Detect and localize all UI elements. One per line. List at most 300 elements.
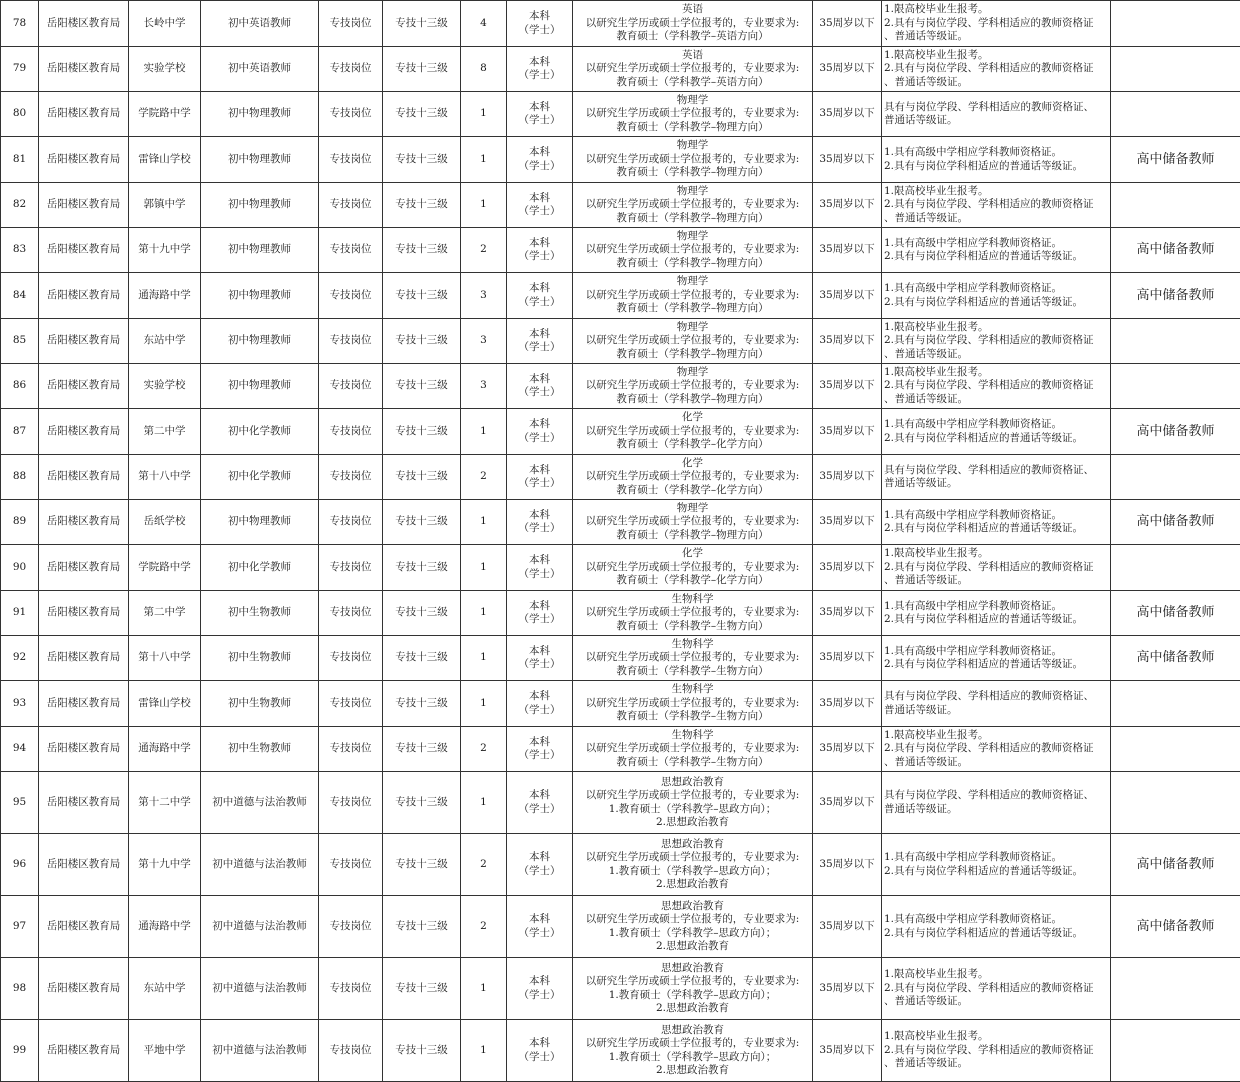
cell-education xyxy=(507,727,573,772)
education-line: 本科 xyxy=(509,328,570,342)
cell-major xyxy=(573,1020,813,1082)
cell-major xyxy=(573,636,813,681)
cell-major xyxy=(573,228,813,273)
major-line: 英语 xyxy=(575,3,810,17)
cell-dept: 岳阳楼区教育局 xyxy=(39,545,129,591)
cell-no: 84 xyxy=(1,273,39,319)
cell-type: 专技岗位 xyxy=(319,500,383,545)
cell-age: 35周岁以下 xyxy=(813,727,882,772)
education-line: 本科 xyxy=(509,146,570,160)
major-line: 以研究生学历或硕士学位报考的，专业要求为: xyxy=(575,515,810,529)
major-line: 思想政治教育 xyxy=(575,962,810,976)
education-line: （学士） xyxy=(509,927,570,941)
education-line: （学士） xyxy=(509,865,570,879)
major-line: 以研究生学历或硕士学位报考的，专业要求为: xyxy=(575,425,810,439)
cell-post: 初中化学教师 xyxy=(201,409,319,455)
cell-note: 高中储备教师 xyxy=(1111,137,1240,183)
table-row xyxy=(1,92,1240,137)
cell-no: 81 xyxy=(1,137,39,183)
cell-no: 89 xyxy=(1,500,39,545)
requirement-line: 1.限高校毕业生报考。 xyxy=(884,49,1108,63)
cell-age: 35周岁以下 xyxy=(813,137,882,183)
requirement-line: 2.具有与岗位学科相适应的普通话等级证。 xyxy=(884,250,1108,264)
cell-requirements xyxy=(882,183,1111,228)
cell-count: 1 xyxy=(461,92,507,137)
cell-post: 初中物理教师 xyxy=(201,364,319,409)
table-row xyxy=(1,500,1240,545)
table-row xyxy=(1,727,1240,772)
major-line: 物理学 xyxy=(575,502,810,516)
cell-note: 高中储备教师 xyxy=(1111,834,1240,896)
major-line: 生物科学 xyxy=(575,683,810,697)
education-line: 本科 xyxy=(509,373,570,387)
cell-count: 4 xyxy=(461,1,507,47)
education-line: 本科 xyxy=(509,237,570,251)
education-line: 本科 xyxy=(509,10,570,24)
cell-requirements xyxy=(882,92,1111,137)
education-line: （学士） xyxy=(509,704,570,718)
education-line: 本科 xyxy=(509,554,570,568)
requirement-line: 2.具有与岗位学段、学科相适应的教师资格证 xyxy=(884,982,1108,996)
major-line: 教育硕士（学科教学–化学方向） xyxy=(575,484,810,498)
requirement-line: 1.限高校毕业生报考。 xyxy=(884,366,1108,380)
table-row xyxy=(1,409,1240,455)
cell-note: 高中储备教师 xyxy=(1111,409,1240,455)
education-line: 本科 xyxy=(509,56,570,70)
education-line: （学士） xyxy=(509,24,570,38)
table-row xyxy=(1,1020,1240,1082)
education-line: （学士） xyxy=(509,296,570,310)
cell-dept: 岳阳楼区教育局 xyxy=(39,500,129,545)
cell-school: 第十九中学 xyxy=(129,834,201,896)
education-line: （学士） xyxy=(509,250,570,264)
major-line: 物理学 xyxy=(575,185,810,199)
cell-requirements xyxy=(882,545,1111,591)
major-line: 2.思想政治教育 xyxy=(575,940,810,954)
education-line: 本科 xyxy=(509,101,570,115)
cell-school: 学院路中学 xyxy=(129,545,201,591)
cell-requirements xyxy=(882,636,1111,681)
cell-age: 35周岁以下 xyxy=(813,47,882,92)
cell-no: 99 xyxy=(1,1020,39,1082)
cell-school: 东站中学 xyxy=(129,319,201,364)
cell-education xyxy=(507,319,573,364)
education-line: （学士） xyxy=(509,160,570,174)
cell-school: 长岭中学 xyxy=(129,1,201,47)
cell-education xyxy=(507,591,573,636)
cell-school: 第二中学 xyxy=(129,591,201,636)
cell-major xyxy=(573,727,813,772)
requirement-line: 1.限高校毕业生报考。 xyxy=(884,1030,1108,1044)
cell-dept: 岳阳楼区教育局 xyxy=(39,727,129,772)
education-line: （学士） xyxy=(509,341,570,355)
cell-school: 第十八中学 xyxy=(129,455,201,500)
major-line: 以研究生学历或硕士学位报考的，专业要求为: xyxy=(575,606,810,620)
major-line: 2.思想政治教育 xyxy=(575,1002,810,1016)
cell-major xyxy=(573,681,813,727)
requirement-line: 1.具有高级中学相应学科教师资格证。 xyxy=(884,913,1108,927)
requirement-line: 2.具有与岗位学段、学科相适应的教师资格证 xyxy=(884,334,1108,348)
requirement-line: 1.具有高级中学相应学科教师资格证。 xyxy=(884,282,1108,296)
cell-post: 初中生物教师 xyxy=(201,591,319,636)
cell-post: 初中物理教师 xyxy=(201,273,319,319)
cell-no: 97 xyxy=(1,896,39,958)
requirement-line: 具有与岗位学段、学科相适应的教师资格证、 xyxy=(884,101,1108,115)
cell-school: 雷锋山学校 xyxy=(129,137,201,183)
cell-count: 2 xyxy=(461,455,507,500)
education-line: 本科 xyxy=(509,736,570,750)
education-line: 本科 xyxy=(509,690,570,704)
major-line: 以研究生学历或硕士学位报考的，专业要求为: xyxy=(575,789,810,803)
cell-no: 86 xyxy=(1,364,39,409)
major-line: 化学 xyxy=(575,411,810,425)
cell-count: 2 xyxy=(461,834,507,896)
cell-education xyxy=(507,545,573,591)
cell-age: 35周岁以下 xyxy=(813,409,882,455)
cell-post: 初中道德与法治教师 xyxy=(201,772,319,834)
cell-dept: 岳阳楼区教育局 xyxy=(39,47,129,92)
requirement-line: 、普通话等级证。 xyxy=(884,393,1108,407)
cell-education xyxy=(507,137,573,183)
cell-age: 35周岁以下 xyxy=(813,319,882,364)
education-line: 本科 xyxy=(509,789,570,803)
requirement-line: 2.具有与岗位学科相适应的普通话等级证。 xyxy=(884,432,1108,446)
major-line: 2.思想政治教育 xyxy=(575,878,810,892)
requirement-line: 、普通话等级证。 xyxy=(884,995,1108,1009)
cell-grade: 专技十三级 xyxy=(383,681,461,727)
major-line: 以研究生学历或硕士学位报考的，专业要求为: xyxy=(575,561,810,575)
cell-requirements xyxy=(882,1,1111,47)
requirement-line: 、普通话等级证。 xyxy=(884,348,1108,362)
cell-age: 35周岁以下 xyxy=(813,273,882,319)
cell-type: 专技岗位 xyxy=(319,1,383,47)
major-line: 教育硕士（学科教学–物理方向） xyxy=(575,212,810,226)
requirement-line: 2.具有与岗位学科相适应的普通话等级证。 xyxy=(884,522,1108,536)
cell-count: 1 xyxy=(461,772,507,834)
cell-no: 93 xyxy=(1,681,39,727)
cell-age: 35周岁以下 xyxy=(813,772,882,834)
cell-requirements xyxy=(882,727,1111,772)
major-line: 生物科学 xyxy=(575,593,810,607)
major-line: 教育硕士（学科教学–物理方向） xyxy=(575,529,810,543)
major-line: 教育硕士（学科教学–生物方向） xyxy=(575,710,810,724)
cell-note xyxy=(1111,1020,1240,1082)
cell-count: 2 xyxy=(461,727,507,772)
cell-note xyxy=(1111,958,1240,1020)
cell-post: 初中物理教师 xyxy=(201,228,319,273)
cell-age: 35周岁以下 xyxy=(813,545,882,591)
cell-dept: 岳阳楼区教育局 xyxy=(39,364,129,409)
cell-requirements xyxy=(882,896,1111,958)
cell-education xyxy=(507,1020,573,1082)
cell-age: 35周岁以下 xyxy=(813,183,882,228)
cell-requirements xyxy=(882,319,1111,364)
cell-type: 专技岗位 xyxy=(319,47,383,92)
major-line: 教育硕士（学科教学–物理方向） xyxy=(575,393,810,407)
table-row xyxy=(1,183,1240,228)
major-line: 教育硕士（学科教学–生物方向） xyxy=(575,620,810,634)
cell-major xyxy=(573,273,813,319)
cell-school: 岳纸学校 xyxy=(129,500,201,545)
table-row xyxy=(1,591,1240,636)
cell-grade: 专技十三级 xyxy=(383,409,461,455)
requirement-line: 、普通话等级证。 xyxy=(884,76,1108,90)
cell-count: 1 xyxy=(461,1020,507,1082)
table-row xyxy=(1,681,1240,727)
cell-education xyxy=(507,958,573,1020)
education-line: 本科 xyxy=(509,851,570,865)
education-line: （学士） xyxy=(509,386,570,400)
education-line: （学士） xyxy=(509,205,570,219)
requirement-line: 具有与岗位学段、学科相适应的教师资格证、 xyxy=(884,464,1108,478)
education-line: （学士） xyxy=(509,69,570,83)
cell-dept: 岳阳楼区教育局 xyxy=(39,183,129,228)
cell-requirements xyxy=(882,834,1111,896)
cell-grade: 专技十三级 xyxy=(383,1020,461,1082)
cell-major xyxy=(573,591,813,636)
table-row xyxy=(1,319,1240,364)
cell-grade: 专技十三级 xyxy=(383,364,461,409)
cell-requirements xyxy=(882,228,1111,273)
cell-no: 83 xyxy=(1,228,39,273)
cell-major xyxy=(573,1,813,47)
major-line: 物理学 xyxy=(575,275,810,289)
requirement-line: 2.具有与岗位学段、学科相适应的教师资格证 xyxy=(884,742,1108,756)
requirement-line: 1.限高校毕业生报考。 xyxy=(884,968,1108,982)
cell-count: 2 xyxy=(461,896,507,958)
requirement-line: 具有与岗位学段、学科相适应的教师资格证、 xyxy=(884,789,1108,803)
cell-education xyxy=(507,273,573,319)
education-line: （学士） xyxy=(509,613,570,627)
cell-count: 1 xyxy=(461,409,507,455)
education-line: 本科 xyxy=(509,192,570,206)
requirement-line: 2.具有与岗位学科相适应的普通话等级证。 xyxy=(884,865,1108,879)
cell-major xyxy=(573,896,813,958)
cell-education xyxy=(507,228,573,273)
table-row xyxy=(1,834,1240,896)
requirement-line: 、普通话等级证。 xyxy=(884,574,1108,588)
cell-grade: 专技十三级 xyxy=(383,273,461,319)
cell-grade: 专技十三级 xyxy=(383,92,461,137)
cell-education xyxy=(507,364,573,409)
cell-no: 80 xyxy=(1,92,39,137)
major-line: 1.教育硕士（学科教学–思政方向）； xyxy=(575,865,810,879)
requirement-line: 2.具有与岗位学段、学科相适应的教师资格证 xyxy=(884,198,1108,212)
requirement-line: 普通话等级证。 xyxy=(884,704,1108,718)
cell-type: 专技岗位 xyxy=(319,92,383,137)
cell-post: 初中物理教师 xyxy=(201,183,319,228)
cell-grade: 专技十三级 xyxy=(383,834,461,896)
cell-requirements xyxy=(882,409,1111,455)
cell-post: 初中化学教师 xyxy=(201,455,319,500)
cell-type: 专技岗位 xyxy=(319,455,383,500)
cell-note xyxy=(1111,727,1240,772)
cell-count: 3 xyxy=(461,319,507,364)
major-line: 以研究生学历或硕士学位报考的，专业要求为: xyxy=(575,1037,810,1051)
cell-grade: 专技十三级 xyxy=(383,500,461,545)
requirement-line: 1.具有高级中学相应学科教师资格证。 xyxy=(884,600,1108,614)
table-row xyxy=(1,896,1240,958)
requirement-line: 2.具有与岗位学科相适应的普通话等级证。 xyxy=(884,160,1108,174)
cell-grade: 专技十三级 xyxy=(383,545,461,591)
cell-no: 98 xyxy=(1,958,39,1020)
major-line: 以研究生学历或硕士学位报考的，专业要求为: xyxy=(575,243,810,257)
cell-note xyxy=(1111,319,1240,364)
cell-requirements xyxy=(882,500,1111,545)
major-line: 以研究生学历或硕士学位报考的，专业要求为: xyxy=(575,470,810,484)
major-line: 以研究生学历或硕士学位报考的，专业要求为: xyxy=(575,651,810,665)
cell-note: 高中储备教师 xyxy=(1111,273,1240,319)
cell-education xyxy=(507,47,573,92)
cell-dept: 岳阳楼区教育局 xyxy=(39,409,129,455)
cell-grade: 专技十三级 xyxy=(383,47,461,92)
cell-school: 第十八中学 xyxy=(129,636,201,681)
cell-no: 92 xyxy=(1,636,39,681)
cell-major xyxy=(573,545,813,591)
requirement-line: 1.具有高级中学相应学科教师资格证。 xyxy=(884,237,1108,251)
cell-school: 第十九中学 xyxy=(129,228,201,273)
major-line: 生物科学 xyxy=(575,729,810,743)
education-line: 本科 xyxy=(509,418,570,432)
requirement-line: 1.具有高级中学相应学科教师资格证。 xyxy=(884,645,1108,659)
cell-post: 初中物理教师 xyxy=(201,92,319,137)
cell-education xyxy=(507,92,573,137)
cell-count: 1 xyxy=(461,545,507,591)
major-line: 教育硕士（学科教学–生物方向） xyxy=(575,665,810,679)
cell-education xyxy=(507,409,573,455)
requirement-line: 1.限高校毕业生报考。 xyxy=(884,729,1108,743)
cell-major xyxy=(573,183,813,228)
cell-major xyxy=(573,455,813,500)
cell-note xyxy=(1111,1,1240,47)
cell-dept: 岳阳楼区教育局 xyxy=(39,228,129,273)
cell-dept: 岳阳楼区教育局 xyxy=(39,636,129,681)
major-line: 思想政治教育 xyxy=(575,838,810,852)
cell-count: 3 xyxy=(461,364,507,409)
cell-school: 通海路中学 xyxy=(129,896,201,958)
education-line: （学士） xyxy=(509,568,570,582)
requirement-line: 2.具有与岗位学段、学科相适应的教师资格证 xyxy=(884,1044,1108,1058)
cell-note xyxy=(1111,364,1240,409)
cell-requirements xyxy=(882,681,1111,727)
education-line: 本科 xyxy=(509,282,570,296)
cell-age: 35周岁以下 xyxy=(813,958,882,1020)
major-line: 物理学 xyxy=(575,139,810,153)
major-line: 以研究生学历或硕士学位报考的，专业要求为: xyxy=(575,379,810,393)
education-line: 本科 xyxy=(509,1037,570,1051)
cell-type: 专技岗位 xyxy=(319,727,383,772)
cell-dept: 岳阳楼区教育局 xyxy=(39,1020,129,1082)
table-row xyxy=(1,636,1240,681)
major-line: 教育硕士（学科教学–生物方向） xyxy=(575,756,810,770)
education-line: （学士） xyxy=(509,989,570,1003)
major-line: 1.教育硕士（学科教学–思政方向）； xyxy=(575,989,810,1003)
cell-school: 雷锋山学校 xyxy=(129,681,201,727)
table-row xyxy=(1,958,1240,1020)
requirement-line: 普通话等级证。 xyxy=(884,114,1108,128)
requirement-line: 2.具有与岗位学段、学科相适应的教师资格证 xyxy=(884,62,1108,76)
cell-age: 35周岁以下 xyxy=(813,1,882,47)
cell-dept: 岳阳楼区教育局 xyxy=(39,92,129,137)
cell-age: 35周岁以下 xyxy=(813,500,882,545)
cell-age: 35周岁以下 xyxy=(813,896,882,958)
table-row xyxy=(1,47,1240,92)
cell-age: 35周岁以下 xyxy=(813,228,882,273)
education-line: （学士） xyxy=(509,658,570,672)
cell-school: 实验学校 xyxy=(129,364,201,409)
cell-note: 高中储备教师 xyxy=(1111,228,1240,273)
cell-dept: 岳阳楼区教育局 xyxy=(39,273,129,319)
cell-dept: 岳阳楼区教育局 xyxy=(39,834,129,896)
cell-count: 3 xyxy=(461,273,507,319)
table-row xyxy=(1,364,1240,409)
cell-no: 82 xyxy=(1,183,39,228)
cell-school: 学院路中学 xyxy=(129,92,201,137)
cell-grade: 专技十三级 xyxy=(383,137,461,183)
cell-requirements xyxy=(882,47,1111,92)
table-row xyxy=(1,455,1240,500)
requirement-line: 1.具有高级中学相应学科教师资格证。 xyxy=(884,851,1108,865)
cell-major xyxy=(573,958,813,1020)
requirement-line: 普通话等级证。 xyxy=(884,477,1108,491)
major-line: 生物科学 xyxy=(575,638,810,652)
major-line: 以研究生学历或硕士学位报考的，专业要求为: xyxy=(575,17,810,31)
education-line: （学士） xyxy=(509,749,570,763)
cell-post: 初中道德与法治教师 xyxy=(201,1020,319,1082)
cell-education xyxy=(507,681,573,727)
cell-count: 8 xyxy=(461,47,507,92)
cell-dept: 岳阳楼区教育局 xyxy=(39,137,129,183)
cell-type: 专技岗位 xyxy=(319,834,383,896)
requirement-line: 普通话等级证。 xyxy=(884,803,1108,817)
cell-age: 35周岁以下 xyxy=(813,1020,882,1082)
cell-post: 初中英语教师 xyxy=(201,47,319,92)
cell-major xyxy=(573,137,813,183)
cell-dept: 岳阳楼区教育局 xyxy=(39,591,129,636)
cell-grade: 专技十三级 xyxy=(383,183,461,228)
major-line: 教育硕士（学科教学–物理方向） xyxy=(575,166,810,180)
cell-count: 1 xyxy=(461,681,507,727)
major-line: 教育硕士（学科教学–物理方向） xyxy=(575,348,810,362)
cell-post: 初中生物教师 xyxy=(201,636,319,681)
cell-age: 35周岁以下 xyxy=(813,455,882,500)
table-row xyxy=(1,1,1240,47)
requirement-line: 1.限高校毕业生报考。 xyxy=(884,321,1108,335)
cell-school: 实验学校 xyxy=(129,47,201,92)
cell-requirements xyxy=(882,455,1111,500)
table-row xyxy=(1,228,1240,273)
major-line: 思想政治教育 xyxy=(575,776,810,790)
cell-major xyxy=(573,772,813,834)
cell-education xyxy=(507,834,573,896)
education-line: 本科 xyxy=(509,464,570,478)
cell-type: 专技岗位 xyxy=(319,1020,383,1082)
cell-type: 专技岗位 xyxy=(319,896,383,958)
cell-no: 91 xyxy=(1,591,39,636)
cell-count: 1 xyxy=(461,636,507,681)
cell-post: 初中道德与法治教师 xyxy=(201,958,319,1020)
major-line: 以研究生学历或硕士学位报考的，专业要求为: xyxy=(575,697,810,711)
cell-type: 专技岗位 xyxy=(319,958,383,1020)
requirement-line: 具有与岗位学段、学科相适应的教师资格证、 xyxy=(884,690,1108,704)
cell-education xyxy=(507,896,573,958)
cell-major xyxy=(573,500,813,545)
cell-no: 78 xyxy=(1,1,39,47)
major-line: 思想政治教育 xyxy=(575,900,810,914)
cell-dept: 岳阳楼区教育局 xyxy=(39,896,129,958)
cell-requirements xyxy=(882,958,1111,1020)
major-line: 物理学 xyxy=(575,94,810,108)
